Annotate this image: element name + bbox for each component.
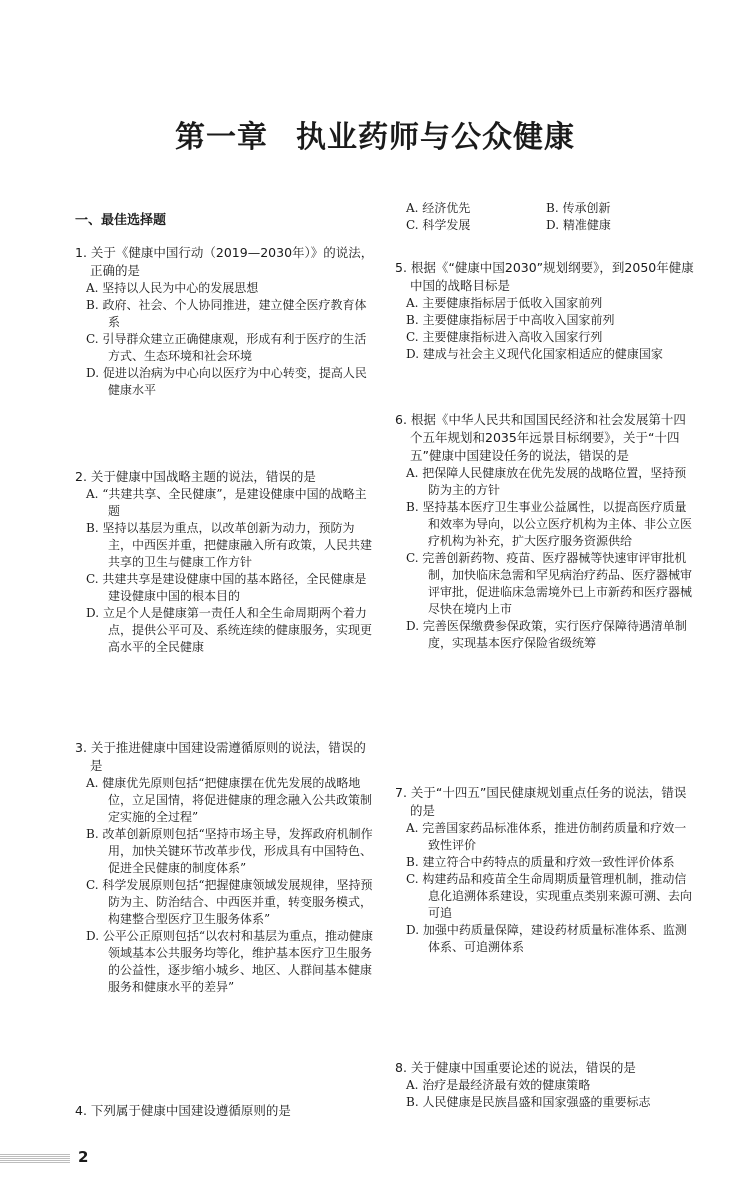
option-d: D. 促进以治病为中心向以医疗为中心转变，提高人民健康水平 [86, 366, 367, 397]
option-d: D. 加强中药质量保障，建设药材质量标准体系、监测体系、可追溯体系 [406, 923, 687, 954]
option-b: B. 政府、社会、个人协同推进，建立健全医疗教育体系 [86, 298, 367, 329]
option-c: C. 引导群众建立正确健康观，形成有利于医疗的生活方式、生态环境和社会环境 [86, 332, 367, 363]
option-d: D. 公平公正原则包括“以农村和基层为重点，推动健康领域基本公共服务均等化，维护基本医疗卫生服务的公益性，逐步缩小城乡、地区、人群间基本健康服务和健康水平的差异” [86, 929, 373, 994]
option-c: C. 科学发展原则包括“把握健康领域发展规律，坚持预防为主、防治结合、中西医并重，转变服务模式，构建整合型医疗卫生服务体系” [86, 878, 373, 926]
question-7 [395, 783, 695, 955]
question-stem: 1. 关于《健康中国行动（2019—2030年）》的说法，正确的是 [75, 245, 374, 278]
option-b: B. 改革创新原则包括“坚持市场主导，发挥政府机制作用，加快关键环节改革步伐，形成具有中国特色、促进全民健康的制度体系” [86, 827, 373, 875]
question-stem: 7. 关于“十四五”国民健康规划重点任务的说法，错误的是 [395, 785, 687, 818]
question-stem: 4. 下列属于健康中国建设遵循原则的是 [75, 1103, 291, 1118]
question-4-options [395, 199, 695, 233]
option-a: A. 经济优先 [406, 201, 471, 215]
question-3 [75, 738, 375, 995]
option-a: A. 坚持以人民为中心的发展思想 [86, 281, 259, 295]
question-2 [75, 467, 375, 655]
option-a: A. 健康优先原则包括“把健康摆在优先发展的战略地位，立足国情，将促进健康的理念融入公共政策制定实施的全过程” [86, 776, 373, 824]
question-stem: 3. 关于推进健康中国建设需遵循原则的说法，错误的是 [75, 740, 366, 773]
footer-rule [0, 1154, 70, 1164]
question-5 [395, 258, 695, 362]
option-d: D. 建成与社会主义现代化国家相适应的健康国家 [406, 347, 663, 361]
option-c: C. 主要健康指标进入高收入国家行列 [406, 330, 603, 344]
option-c: C. 科学发展 [406, 218, 471, 232]
option-b: B. 建立符合中药特点的质量和疗效一致性评价体系 [406, 855, 675, 869]
option-a: A. “共建共享、全民健康”，是建设健康中国的战略主题 [86, 487, 367, 518]
question-stem: 2. 关于健康中国战略主题的说法，错误的是 [75, 469, 316, 484]
option-c: C. 构建药品和疫苗全生命周期质量管理机制，推动信息化追溯体系建设，实现重点类别来源可溯、去向可追 [406, 872, 693, 920]
chapter-title: 第一章 执业药师与公众健康 [175, 120, 575, 155]
question-4 [75, 1101, 375, 1119]
option-a: A. 完善国家药品标准体系，推进仿制药质量和疗效一致性评价 [406, 821, 687, 852]
option-a: A. 主要健康指标居于低收入国家前列 [406, 296, 603, 310]
option-a: A. 治疗是最经济最有效的健康策略 [406, 1078, 591, 1092]
question-1 [75, 243, 375, 398]
option-c: C. 共建共享是建设健康中国的基本路径，全民健康是建设健康中国的根本目的 [86, 572, 367, 603]
option-d: D. 立足个人是健康第一责任人和全生命周期两个着力点，提供公平可及、系统连续的健康服务，实现更高水平的全民健康 [86, 606, 373, 654]
option-b: B. 传承创新 [546, 201, 611, 215]
question-stem: 5. 根据《“健康中国2030”规划纲要》，到2050年健康中国的战略目标是 [395, 260, 694, 293]
option-b: B. 坚持以基层为重点，以改革创新为动力，预防为主，中西医并重，把健康融入所有政策，人民共建共享的卫生与健康工作方针 [86, 521, 373, 569]
option-a: A. 把保障人民健康放在优先发展的战略位置，坚持预防为主的方针 [406, 466, 687, 497]
section-heading: 一、最佳选择题 [75, 213, 167, 228]
page-number: 2 [78, 1148, 89, 1166]
option-d: D. 精准健康 [546, 218, 611, 232]
question-stem: 8. 关于健康中国重要论述的说法，错误的是 [395, 1060, 636, 1075]
option-c: C. 完善创新药物、疫苗、医疗器械等快速审评审批机制，加快临床急需和罕见病治疗药品、医疗器械审评审批，促进临床急需境外已上市新药和医疗器械尽快在境内上市 [406, 551, 693, 616]
question-6 [395, 410, 695, 651]
question-stem: 6. 根据《中华人民共和国国民经济和社会发展第十四个五年规划和2035年远景目标纲要》，关于“十四五”健康中国建设任务的说法，错误的是 [395, 412, 686, 463]
page-footer [0, 1144, 750, 1174]
option-b: B. 人民健康是民族昌盛和国家强盛的重要标志 [406, 1095, 651, 1109]
option-b: B. 坚持基本医疗卫生事业公益属性，以提高医疗质量和效率为导向，以公立医疗机构为主体、非公立医疗机构为补充，扩大医疗服务资源供给 [406, 500, 693, 548]
option-d: D. 完善医保缴费参保政策，实行医疗保障待遇清单制度，实现基本医疗保险省级统筹 [406, 619, 687, 650]
option-b: B. 主要健康指标居于中高收入国家前列 [406, 313, 615, 327]
question-8 [395, 1058, 695, 1110]
